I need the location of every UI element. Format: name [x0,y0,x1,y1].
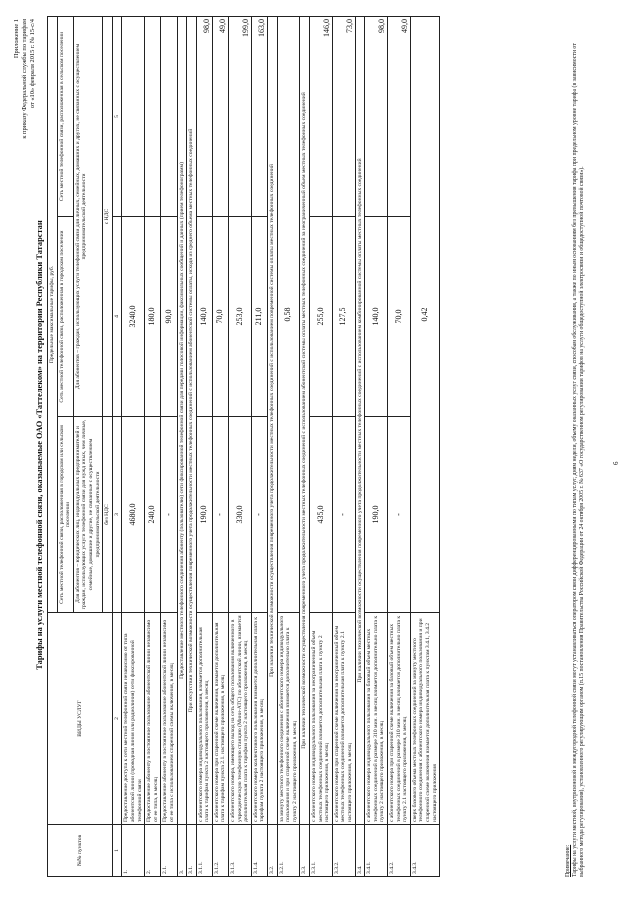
table-row [161,16,177,876]
section-row [268,16,278,876]
document-title: Тарифы на услуги местной телефонной связи, оказываемые ОАО «Таттелеком» на территории Республики Татарстан [35,220,44,670]
row-num: 3.4.1. [365,825,388,877]
row-num: 3.3. [300,825,310,877]
row-num: 3.4. [355,825,365,877]
annex-line-2: к приказу Федеральной службы по тарифам [21,19,28,139]
row-value-5 [161,16,177,216]
row-num: 3.1. [187,825,197,877]
col-number-3: 3 [112,417,122,613]
section-row [177,16,187,876]
column-number-row [112,16,122,876]
row-num: 3.3.2. [332,825,355,877]
header-with-vat: с НДС [103,16,113,416]
row-num: 3. [177,825,187,877]
header-without-vat: без НДС [103,417,113,613]
table-row [251,16,267,876]
row-text: с абонентского номера при спаренной схеме включения за неограниченный объем местных телефонных соединений взимается дополнительная плата к пункту 2.1 настоящего приложения, в месяц [332,613,355,825]
header-net-rural: Сеть местной телефонной связи, расположенная в городском или сельском поселении [57,417,73,613]
col-number-1: 1 [112,825,122,877]
row-text: с абонентского номера при спаренной схеме включения, взимается дополнительная плата к тарифам пункта 2.1. настоящего приложения, в месяц [212,613,228,825]
row-value-4: 70,0 [212,217,228,417]
section-row [355,16,365,876]
table-row [365,16,388,876]
row-value-5: 199,0 [229,16,252,216]
row-value-5: 98,0 [365,16,388,216]
row-num: 3.1.2. [212,825,228,877]
row-value-4: 90,0 [161,217,177,417]
row-value-3: - [212,417,228,613]
row-value-4: 140,0 [365,217,388,417]
row-value-4: 180,0 [145,217,161,417]
row-value-3: 4680,0 [122,417,145,613]
row-num: 2. [145,825,161,877]
row-num: 3.4.2. [387,825,410,877]
row-value-3: - [251,417,267,613]
table-row [145,16,161,876]
footnote [565,17,586,877]
annex-line-1: Приложение 1 [13,19,20,59]
row-value-3: 330,0 [229,417,252,613]
row-text: Предоставление абоненту в постоянное пользование абонентской линии независимо от ее типа с использованием спаренной схемы включения, в месяц [161,613,177,825]
row-value-3: - [332,417,355,613]
section-title: При наличии технической возможности осуществления повременного учета продолжительности местных телефонных соединений с использованием повременной системы оплаты местных телефонных соединений [268,16,278,824]
section-row [187,16,197,876]
row-num: 3.1.1. [196,825,212,877]
footnote-text: Тарифы на услуги местной, внутризоновой и междугородной телефонной связи могут устанавливаться оператором связи дифференцированными по типам услуг, дням недели, объему оказанных услуг связи, способам обслуживания, а также по иным основаниям без превышения тарифа при предельном уровне тарифа (в зависимости от выбранного метода регулирования), установленного регулирующим органом (п.15 постановления Правительства Российской Федерации от 24 октября 2005 г. № 637 «О государственном регулировании тарифов на услуги общедоступной электросвязи и общедоступной почтовой связи»). [572,43,585,877]
header-net-town-rural: Сеть местной телефонной связи, расположенная в сельском поселении [57,16,73,216]
row-value-5 [122,16,145,216]
table-row [410,16,439,876]
row-value-4: 140,0 [196,217,212,417]
row-text: сверх базового объема местных телефонных соединений за минуту местного телефонного соединения с абонентского номера индивидуального пользования и при спаренной схеме включения взимается дополнительная плата к пунктам 3.4.1, 3.4.2 настоящего приложения [410,613,439,825]
row-text: за минуту местного телефонного соединения с абонентского номера индивидуального пользования и при спаренной схеме включения взимается дополнительно плата к пункту 2 настоящего приложения, в месяц [277,613,300,825]
row-value-5: 146,0 [310,16,333,216]
row-text: с абонентского номера, имеющего выход на сеть общего пользования включенного в учрежденческую телефонную станцию (Мини-АТС) по абонентской линии, взимается дополнительная плата к тарифам пункта 2 настоящего приложения, в месяц [229,613,252,825]
row-value-merged: 0,58 [277,16,300,612]
row-num: 3.1.4. [251,825,267,877]
row-value-4: 70,0 [387,217,410,417]
document-page [7,9,633,895]
row-value-3: - [387,417,410,613]
row-value-3: 190,0 [365,417,388,613]
row-num: 3.3.1. [310,825,333,877]
row-text: с абонентского номера индивидуального пользования за неограниченный объем местных телефонных соединений взимается дополнительная плата к пункту 2 настоящего приложения, в месяц [310,613,333,825]
row-num: 3.2. [268,825,278,877]
row-num: 2.1. [161,825,177,877]
section-title: При наличии технической возможности осуществления повременного учета продолжительности местных телефонных соединений с использованием комбинированной системы оплаты местных телефонных соединений [355,16,365,824]
header-net-town: Сеть местной телефонной связи, расположенная в городском поселении [57,217,73,417]
row-value-4: 127,5 [332,217,355,417]
col-number-2: 2 [112,613,122,825]
row-value-5: 98,0 [196,16,212,216]
row-text: с абонентского номера индивидуального пользования, взимается дополнительная плата к тарифам пункта 2 настоящего приложения, в месяц [196,613,212,825]
row-num: 3.4.3. [410,825,439,877]
row-text: с абонентского номера коллективного пользования взимается дополнительная плата к тарифам пункта 2 настоящего приложения, в месяц [251,613,267,825]
section-title: При отсутствии технической возможности осуществления повременного учета продолжительности местных телефонных соединений с использованием абонентской системы оплаты, исходя из среднего объема местных телефонных соединений [187,16,197,824]
row-value-5: 49,0 [212,16,228,216]
table-row [277,16,300,876]
row-num: 1. [122,825,145,877]
table-row [310,16,333,876]
row-value-3: 240,0 [145,417,161,613]
table-row [212,16,228,876]
header-citizens: Для абонентов – граждан, использующих услуги телефонной связи для личных, семейных, домашних и других, не связанных с осуществлением предпринимательской деятельности [73,16,102,416]
rotated-page [7,9,633,895]
row-value-4: 255,0 [310,217,333,417]
row-value-4: 3240,0 [122,217,145,417]
row-value-3: 435,0 [310,417,333,613]
section-title: При наличии технической возможности осуществления повременного учета продолжительности местных телефонных соединений с использованием абонентской системы оплаты местных телефонных соединений за неограниченный объем местных телефонных соединений [300,16,310,824]
row-value-5: 73,0 [332,16,355,216]
row-value-5: 163,0 [251,16,267,216]
row-value-4: 211,0 [251,217,267,417]
header-legal: Для абонентов – юридических лиц, индивидуальных предпринимателей и граждан, использующих услуги телефонной связи для нужд иных, чем личные, семейные, домашние и другие, не связанные с осуществлением предпринимательской деятельности [73,417,102,613]
row-num: 3.1.3. [229,825,252,877]
col-number-5: 5 [112,16,122,216]
row-value-3: 190,0 [196,417,212,613]
table-row [196,16,212,876]
row-text: с абонентского номера индивидуального пользования за базовый объем местных телефонных соединений в размере 310 мин. в месяц взимается дополнительно плата к пункту 2 настоящего приложения, в месяц [365,613,388,825]
header-services: ВИДЫ УСЛУГ [48,613,113,825]
row-value-5 [145,16,161,216]
row-value-5: 49,0 [387,16,410,216]
row-num: 3.2.1. [277,825,300,877]
row-value-3: - [161,417,177,613]
row-text: с абонентского номера при спаренной схеме включения за базовый объем местных телефонных соединений в размере 310 мин. в месяц взимается дополнительно плата к пункту 2.1 настоящего приложения, в месяц [387,613,410,825]
annex-line-3: от «10» февраля 2015 г. № 15-с/4 [29,19,36,109]
header-num: №№ пунктов [48,825,113,877]
footnote-title: Примечание: [565,844,571,877]
tariff-table [47,16,440,877]
table-row [229,16,252,876]
table-row [332,16,355,876]
table-row [387,16,410,876]
col-number-4: 4 [112,217,122,417]
row-text: Предоставление абоненту в постоянное пользование абонентской линии независимо от ее типа, в месяц [145,613,161,825]
section-title: Предоставление местного телефонного соединения абоненту (пользователю) сети фиксированной телефонной связи для передачи голосовой информации, факсимильных сообщений и данных (прием телефонограмм) [177,16,187,824]
annex-header [13,19,37,249]
row-value-merged: 0,42 [410,16,439,612]
page-number: 6 [612,461,620,465]
table-row [122,16,145,876]
row-text: Предоставление доступа к сети местной телефонной связи независимо от типа абонентской линии (проводная линия или радиолиния) сети фиксированной телефонной связи [122,613,145,825]
section-row [300,16,310,876]
header-tariffs: Предельные максимальные тарифы, руб. [48,16,58,612]
row-value-4: 253,0 [229,217,252,417]
